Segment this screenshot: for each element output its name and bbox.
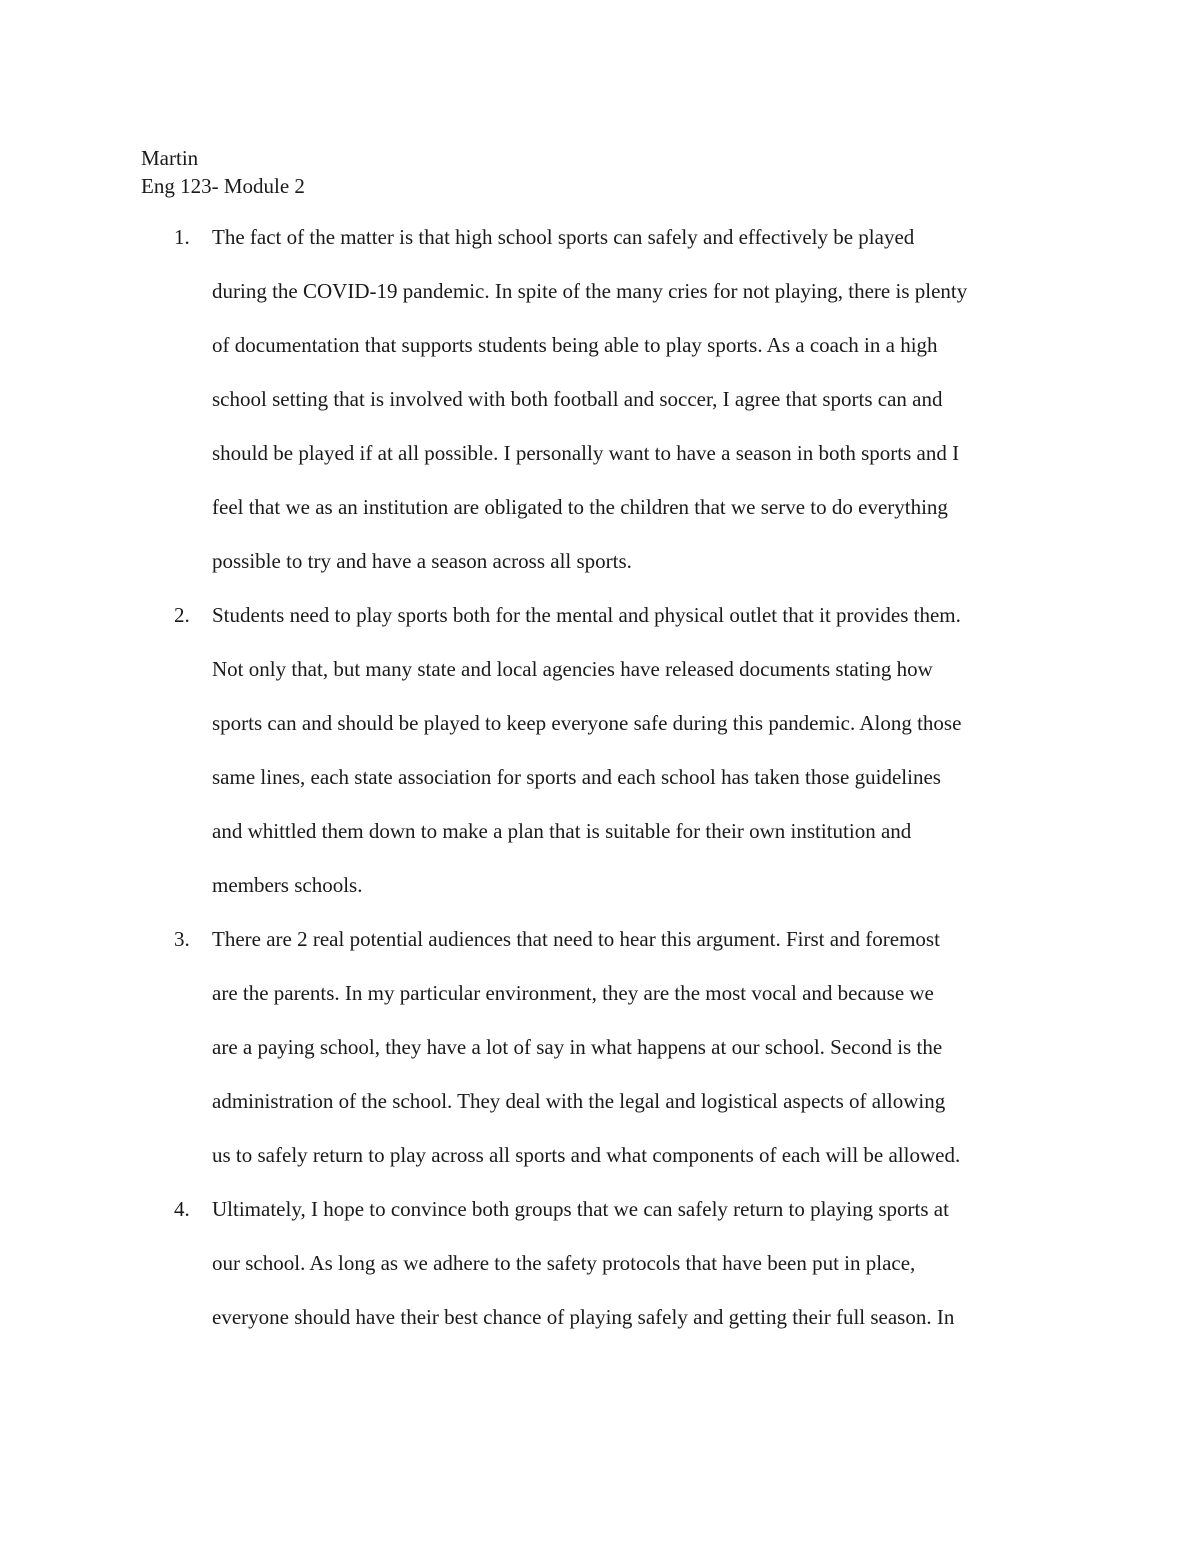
list-item-number: 2.	[174, 603, 190, 627]
list-item-text-line: same lines, each state association for sports and each school has taken those guidelines	[212, 765, 941, 789]
list-item-text-line: There are 2 real potential audiences that need to hear this argument. First and foremost	[212, 927, 940, 951]
list-item-number: 4.	[174, 1197, 190, 1221]
list-item-text-line: school setting that is involved with both football and soccer, I agree that sports can and	[212, 387, 943, 411]
document-header	[141, 144, 305, 200]
course-title: Eng 123- Module 2	[141, 174, 305, 198]
list-item-text-line: of documentation that supports students being able to play sports. As a coach in a high	[212, 333, 938, 357]
list-item-text-line: and whittled them down to make a plan that is suitable for their own institution and	[212, 819, 912, 843]
list-item-number: 1.	[174, 225, 190, 249]
list-item-text-line: members schools.	[212, 873, 363, 897]
list-item-text-line: Ultimately, I hope to convince both groups that we can safely return to playing sports at	[212, 1197, 949, 1221]
list-item-text-line: us to safely return to play across all sports and what components of each will be allowed.	[212, 1143, 961, 1167]
list-item-text-line: possible to try and have a season across all sports.	[212, 549, 632, 573]
list-item-text-line: are the parents. In my particular environment, they are the most vocal and because we	[212, 981, 934, 1005]
list-item-text-line: should be played if at all possible. I personally want to have a season in both sports and I	[212, 441, 960, 465]
list-item-text-line: Students need to play sports both for the mental and physical outlet that it provides them.	[212, 603, 961, 627]
list-item-text-line: during the COVID-19 pandemic. In spite of the many cries for not playing, there is plenty	[212, 279, 968, 303]
list-item-text-line: everyone should have their best chance of playing safely and getting their full season. In	[212, 1305, 955, 1329]
list-item-text-line: are a paying school, they have a lot of say in what happens at our school. Second is the	[212, 1035, 943, 1059]
list-item-text-line: our school. As long as we adhere to the safety protocols that have been put in place,	[212, 1251, 916, 1275]
list-item-text-line: Not only that, but many state and local agencies have released documents stating how	[212, 657, 933, 681]
list-item-number: 3.	[174, 927, 190, 951]
list-item-text-line: The fact of the matter is that high school sports can safely and effectively be played	[212, 225, 915, 249]
list-item-text-line: sports can and should be played to keep everyone safe during this pandemic. Along those	[212, 711, 962, 735]
author-name: Martin	[141, 146, 199, 170]
list-item-text-line: administration of the school. They deal with the legal and logistical aspects of allowing	[212, 1089, 946, 1113]
list-item-text-line: feel that we as an institution are obligated to the children that we serve to do everything	[212, 495, 948, 519]
